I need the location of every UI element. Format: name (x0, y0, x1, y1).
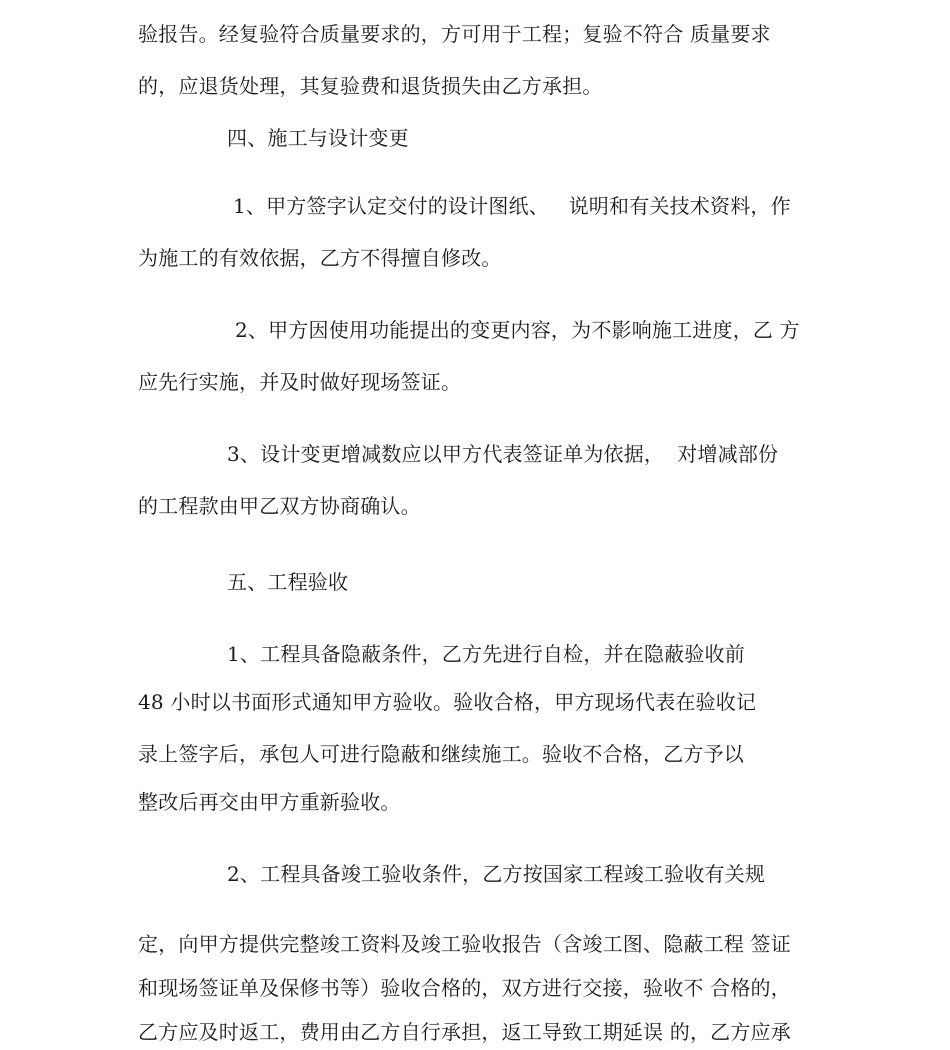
section-heading: 五、工程验收 (227, 570, 349, 594)
body-text-line: 为施工的有效依据，乙方不得擅自修改。 (138, 246, 502, 270)
body-text-line: 定，向甲方提供完整竣工资料及竣工验收报告（含竣工图、隐蔽工程 签证 (138, 932, 791, 956)
body-text-line: 验报告。经复验符合质量要求的，方可用于工程；复验不符合 质量要求 (138, 22, 771, 46)
body-text-line: 2、工程具备竣工验收条件，乙方按国家工程竣工验收有关规 (227, 862, 766, 886)
body-text-line: 的，应退货处理，其复验费和退货损失由乙方承担。 (138, 74, 603, 98)
body-text-line: 整改后再交由甲方重新验收。 (138, 790, 401, 814)
body-text-line: 3、设计变更增减数应以甲方代表签证单为依据， 对增减部份 (227, 442, 779, 466)
body-text-line: 应先行实施，并及时做好现场签证。 (138, 370, 462, 394)
body-text-line: 2、甲方因使用功能提出的变更内容，为不影响施工进度，乙 方 (235, 318, 800, 342)
body-text-line: 和现场签证单及保修书等）验收合格的，双方进行交接，验收不 合格的， (138, 976, 791, 1000)
section-heading: 四、施工与设计变更 (227, 126, 409, 150)
body-text-line: 1、甲方签字认定交付的设计图纸、 说明和有关技术资料，作 (233, 194, 791, 218)
body-text-line: 乙方应及时返工，费用由乙方自行承担，返工导致工期延误 的，乙方应承 (138, 1020, 791, 1044)
body-text-line: 录上签字后，承包人可进行隐蔽和继续施工。验收不合格，乙方予以 (138, 742, 744, 766)
body-text-line: 的工程款由甲乙双方协商确认。 (138, 494, 421, 518)
body-text-line: 1、工程具备隐蔽条件，乙方先进行自检，并在隐蔽验收前 (227, 642, 745, 666)
body-text-line: 48 小时以书面形式通知甲方验收。验收合格，甲方现场代表在验收记 (138, 690, 757, 714)
